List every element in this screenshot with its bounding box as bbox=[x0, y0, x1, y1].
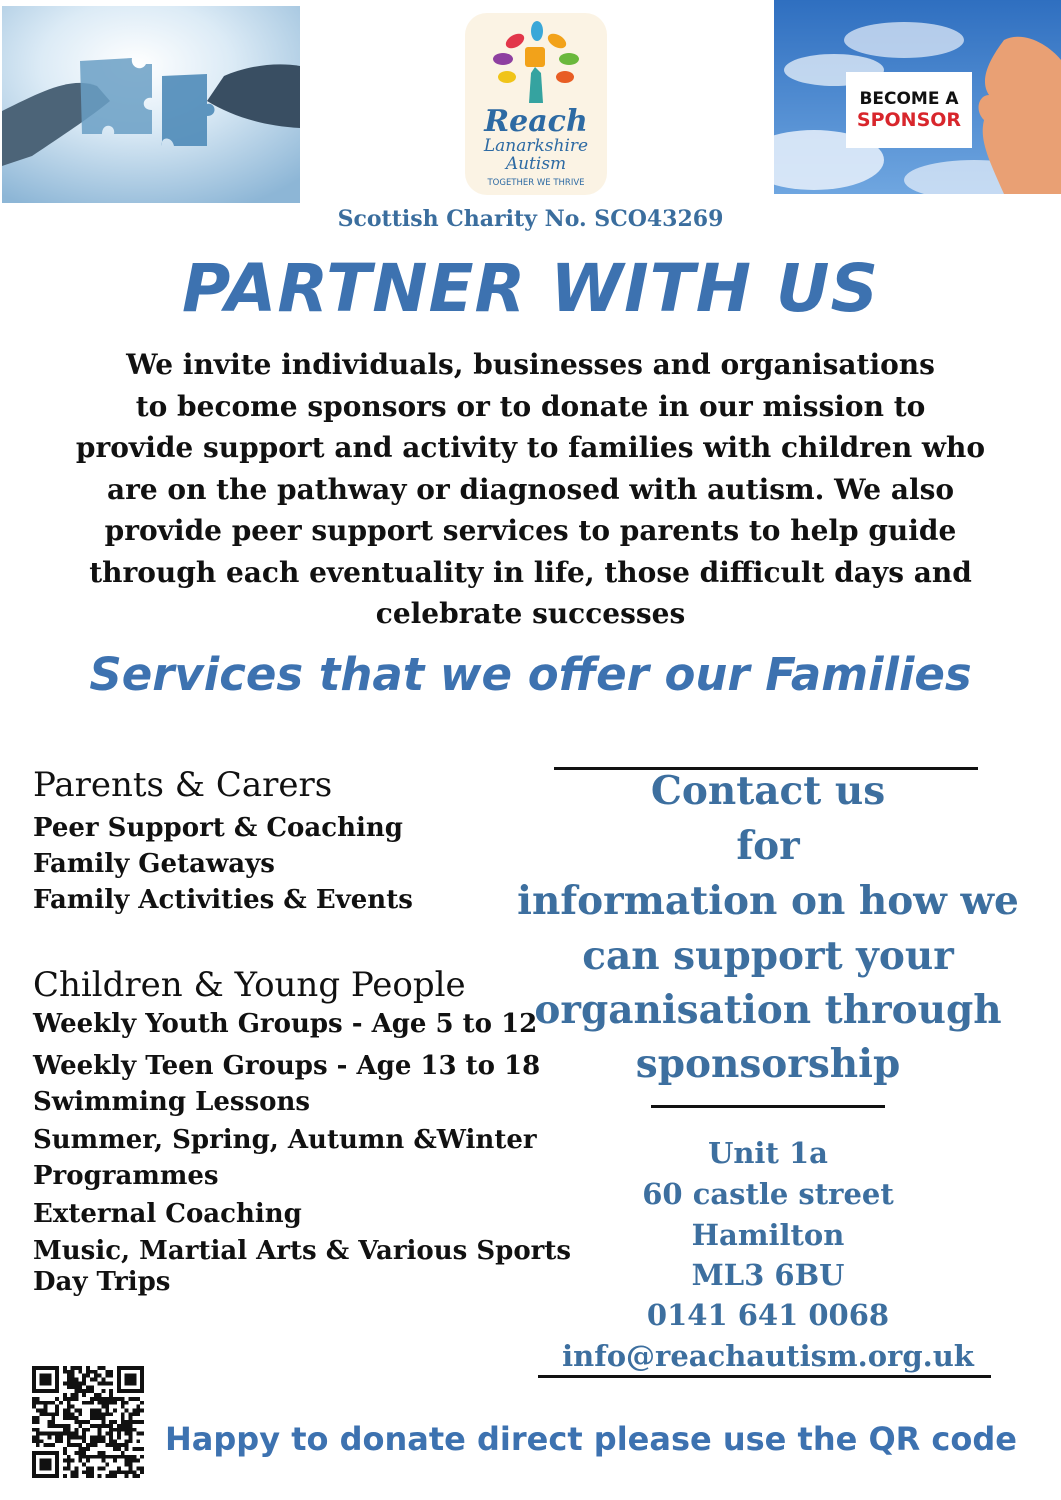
divider bbox=[538, 1375, 991, 1378]
intro-line: provide peer support services to parents to help guide bbox=[104, 514, 957, 547]
svg-text:SPONSOR: SPONSOR bbox=[856, 109, 962, 131]
divider bbox=[651, 1105, 885, 1108]
svg-text:Lanarkshire: Lanarkshire bbox=[483, 136, 589, 156]
list-item: External Coaching bbox=[33, 1199, 302, 1229]
intro-paragraph bbox=[55, 344, 1006, 635]
address-line: Unit 1a bbox=[708, 1136, 828, 1170]
list-item: Family Getaways bbox=[33, 849, 275, 879]
address-line: 60 castle street bbox=[642, 1177, 894, 1211]
intro-line: through each eventuality in life, those difficult days and bbox=[89, 555, 972, 589]
page-title: PARTNER WITH US bbox=[181, 250, 880, 327]
address-line: Hamilton bbox=[691, 1218, 845, 1252]
intro-line: We invite individuals, businesses and organisations bbox=[126, 348, 935, 381]
phone-number: 0141 641 0068 bbox=[646, 1298, 890, 1332]
list-item: Swimming Lessons bbox=[33, 1087, 311, 1117]
puzzle-hands-image bbox=[2, 6, 300, 203]
contact-line: Contact us bbox=[650, 768, 886, 814]
svg-text:Autism: Autism bbox=[505, 154, 567, 174]
contact-line: sponsorship bbox=[635, 1041, 901, 1087]
list-item: Weekly Teen Groups - Age 13 to 18 bbox=[33, 1051, 541, 1081]
donate-text: Happy to donate direct please use the QR code bbox=[165, 1420, 1017, 1458]
tree-logo-icon bbox=[465, 13, 607, 195]
contact-line: for bbox=[736, 823, 800, 869]
svg-text:Reach: Reach bbox=[484, 104, 588, 139]
intro-line: are on the pathway or diagnosed with autism. We also bbox=[106, 472, 955, 506]
services-title: Services that we offer our Families bbox=[89, 648, 972, 701]
list-item: Family Activities & Events bbox=[33, 885, 413, 915]
parents-heading: Parents & Carers bbox=[33, 765, 333, 805]
address-line: ML3 6BU bbox=[691, 1258, 845, 1292]
reach-logo bbox=[465, 13, 607, 195]
svg-text:TOGETHER WE THRIVE: TOGETHER WE THRIVE bbox=[487, 178, 585, 188]
contact-line: information on how we bbox=[517, 878, 1019, 924]
list-item: Weekly Youth Groups - Age 5 to 12 bbox=[33, 1009, 538, 1039]
children-heading: Children & Young People bbox=[33, 965, 466, 1005]
svg-text:BECOME A: BECOME A bbox=[859, 89, 959, 109]
intro-line: provide support and activity to families with children who bbox=[75, 431, 986, 464]
list-item: Day Trips bbox=[33, 1267, 171, 1297]
contact-line: organisation through bbox=[534, 987, 1002, 1033]
email-link[interactable]: info@reachautism.org.uk bbox=[562, 1339, 974, 1373]
contact-line: can support your bbox=[582, 933, 954, 979]
charity-number: Scottish Charity No. SCO43269 bbox=[337, 206, 724, 232]
list-item: Programmes bbox=[33, 1161, 219, 1191]
list-item: Peer Support & Coaching bbox=[33, 813, 403, 843]
become-sponsor-image bbox=[774, 0, 1061, 194]
intro-line: to become sponsors or to donate in our mission to bbox=[135, 389, 926, 423]
qr-code-icon[interactable] bbox=[32, 1366, 144, 1478]
list-item: Music, Martial Arts & Various Sports bbox=[33, 1236, 572, 1266]
list-item: Summer, Spring, Autumn &Winter bbox=[33, 1125, 537, 1155]
intro-line: celebrate successes bbox=[375, 597, 686, 630]
